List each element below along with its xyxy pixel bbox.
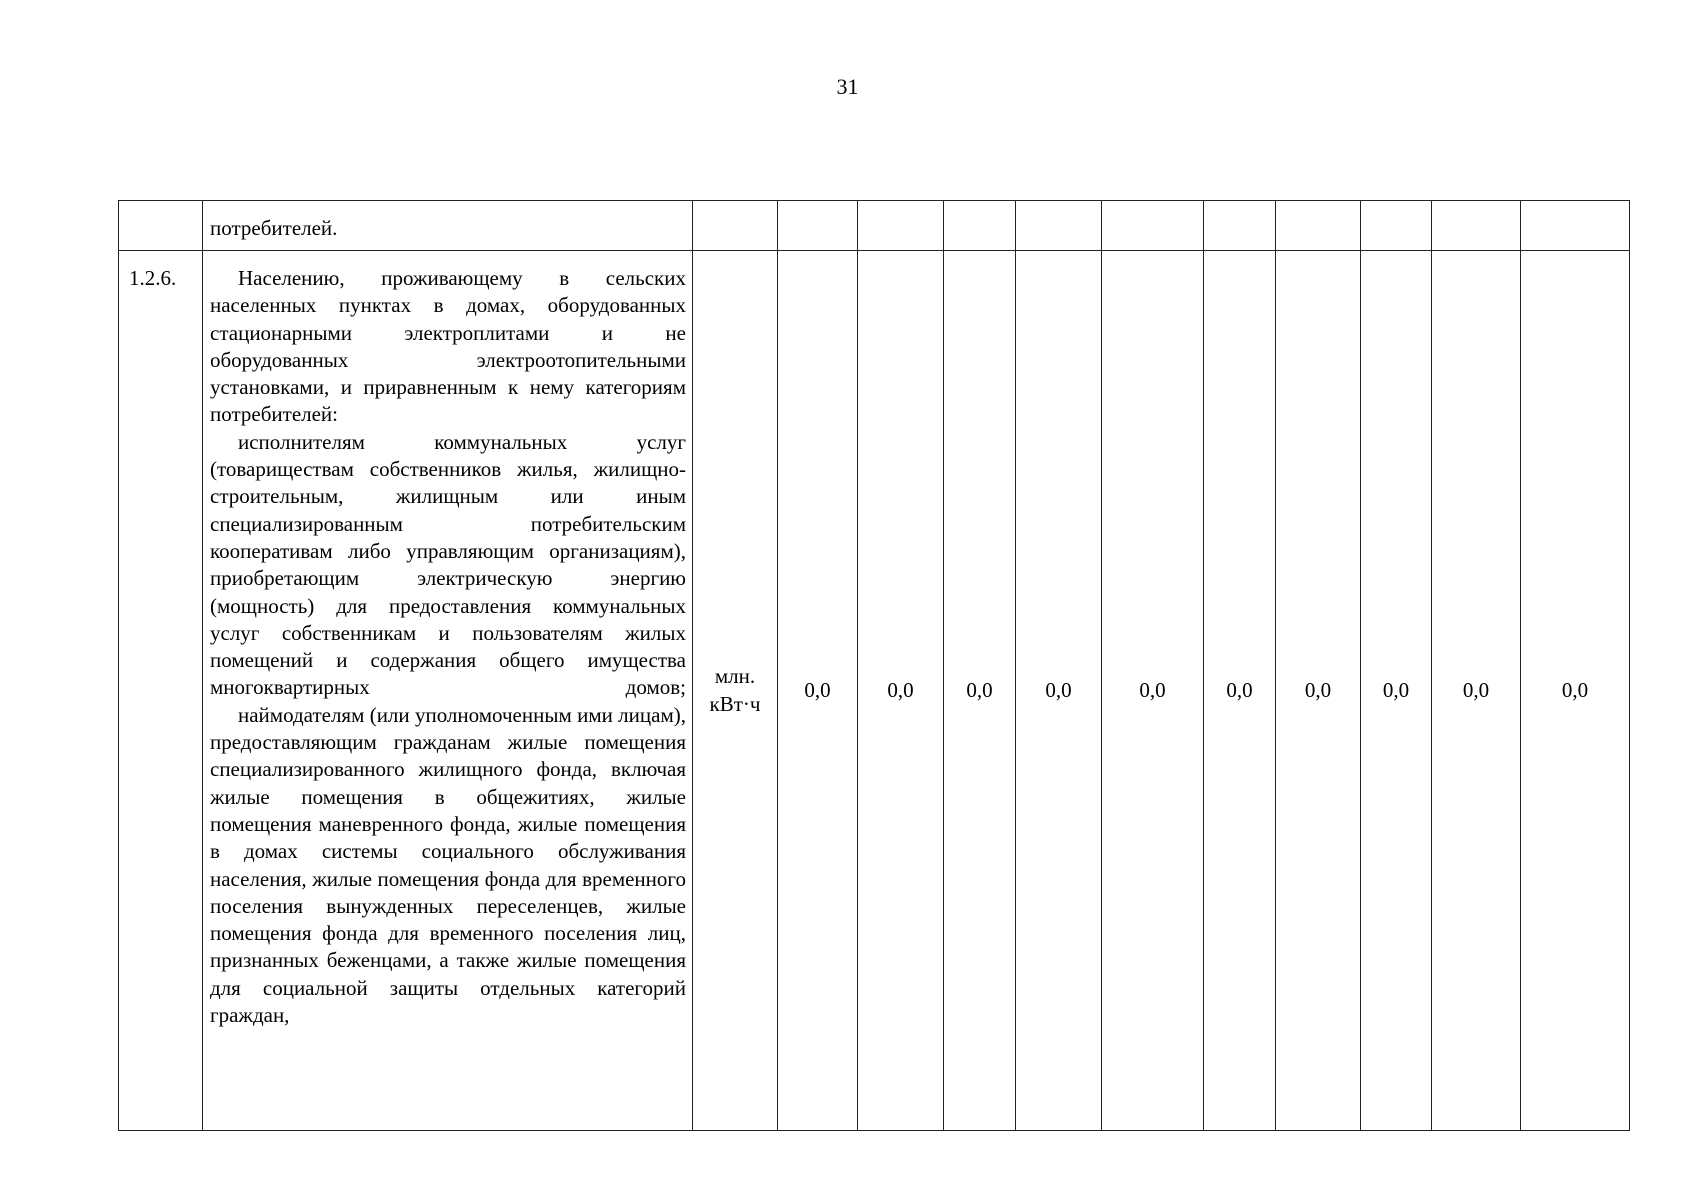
description-paragraph: наймодателям (или уполномоченным ими лицам), предоставляющим гражданам жилые помещения специализированного жилищного фонда, включая жилые помещения в общежитиях, жилые помещения маневренного фонда, жилые помещения в домах системы социального обслуживания населения, жилые помещения фонда для временного поселения вынужденных переселенцев, жилые помещения фонда для временного поселения лиц, признанных беженцами, а также жилые помещения для социальной защиты отдельных категорий граждан, bbox=[210, 702, 686, 1028]
description-cell: потребителей. bbox=[203, 201, 693, 251]
value-cell: 0,0 bbox=[1016, 251, 1102, 1131]
unit-cell bbox=[693, 201, 778, 251]
page-number: 31 bbox=[836, 74, 859, 99]
value-cell: 0,0 bbox=[1361, 251, 1432, 1131]
value-cell: 0,0 bbox=[1432, 251, 1521, 1131]
unit-cell bbox=[693, 251, 778, 1131]
data-table bbox=[118, 200, 1630, 1131]
value-cell bbox=[858, 201, 944, 251]
value-cell: 0,0 bbox=[944, 251, 1016, 1131]
value-cell bbox=[778, 201, 858, 251]
value-cell: 0,0 bbox=[778, 251, 858, 1131]
description-cell bbox=[203, 251, 693, 1131]
value-cell bbox=[944, 201, 1016, 251]
value-cell bbox=[1432, 201, 1521, 251]
unit-line-1: млн. bbox=[714, 664, 756, 689]
value-cell bbox=[1276, 201, 1361, 251]
row-number-cell: 1.2.6. bbox=[119, 251, 203, 1131]
value-cell bbox=[1016, 201, 1102, 251]
value-cell: 0,0 bbox=[1276, 251, 1361, 1131]
value-cell bbox=[1204, 201, 1276, 251]
unit-line-2: кВт·ч bbox=[709, 691, 761, 716]
value-cell bbox=[1361, 201, 1432, 251]
table-row-1-2-6 bbox=[119, 251, 1630, 1131]
value-cell: 0,0 bbox=[1102, 251, 1204, 1131]
value-cell: 0,0 bbox=[1204, 251, 1276, 1131]
description-paragraph: Населению, проживающему в сельских населенных пунктах в домах, оборудованных стационарными электроплитами и не оборудованных электроотопительными установками, и приравненным к нему категориям потребителей: bbox=[210, 266, 686, 427]
value-cell: 0,0 bbox=[858, 251, 944, 1131]
description-paragraph: исполнителям коммунальных услуг (товариществам собственников жилья, жилищно-строительным, жилищным или иным специализированным потребительским кооперативам либо управляющим организациям), приобретающим электрическую энергию (мощность) для предоставления коммунальных услуг собственникам и пользователям жилых помещений и содержания общего имущества многоквартирных домов; bbox=[210, 429, 686, 700]
value-cell bbox=[1102, 201, 1204, 251]
value-cell bbox=[1521, 201, 1630, 251]
row-number-cell bbox=[119, 201, 203, 251]
table-row-continuation bbox=[119, 201, 1630, 251]
value-cell: 0,0 bbox=[1521, 251, 1630, 1131]
